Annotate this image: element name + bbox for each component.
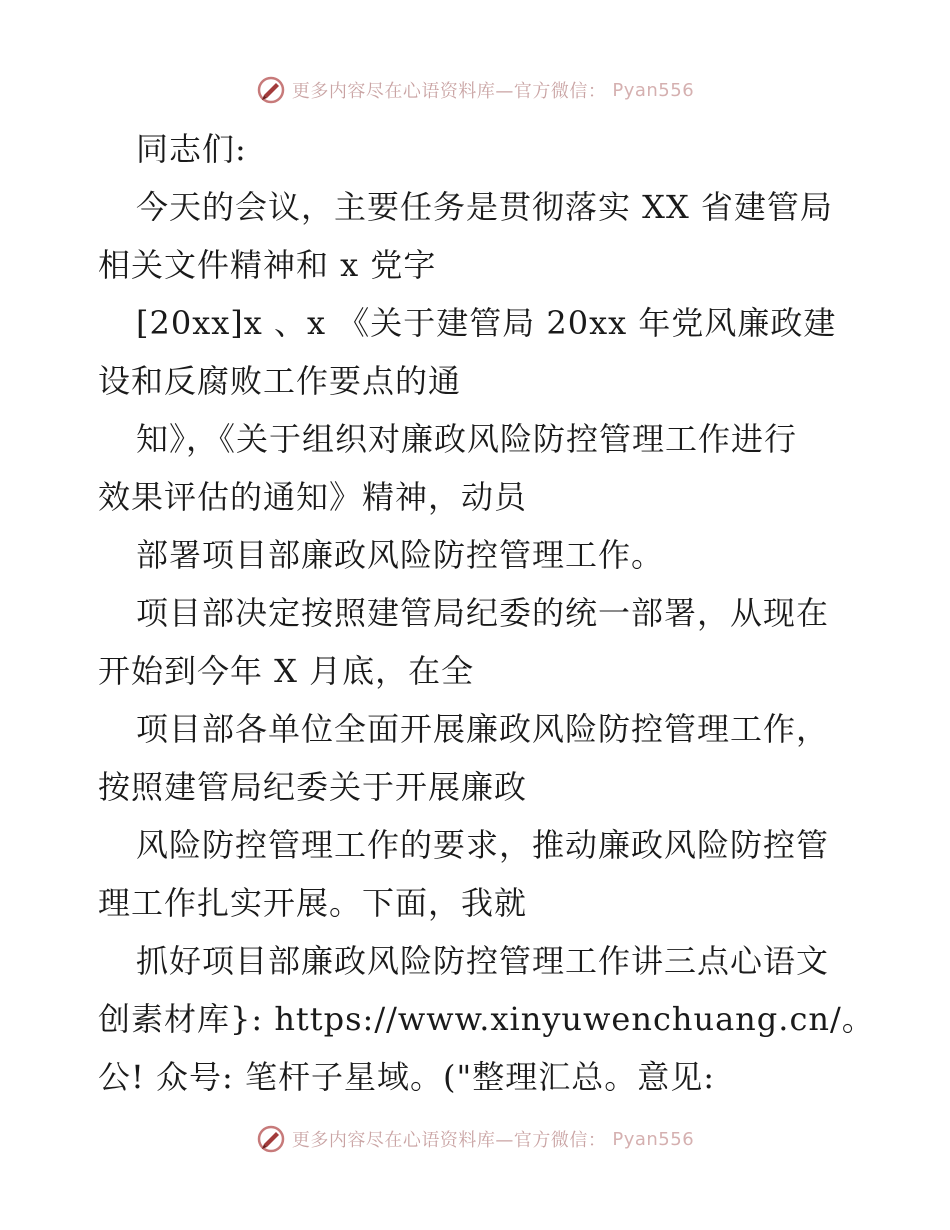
brand-logo-icon: [256, 75, 286, 105]
body-line: 抓好项目部廉政风险防控管理工作讲三点心语文: [136, 942, 830, 980]
body-line: 相关文件精神和 x 党字: [98, 246, 437, 284]
body-line: 部署项目部廉政风险防控管理工作。: [136, 536, 665, 574]
body-line: 风险防控管理工作的要求，推动廉政风险防控管: [136, 826, 830, 864]
body-line: 项目部决定按照建管局纪委的统一部署，从现在: [136, 594, 830, 632]
footer-wechat-id: Pyan556: [612, 1128, 695, 1150]
footer-banner-text: 更多内容尽在心语资料库—官方微信：: [291, 1130, 607, 1151]
body-line: 公! 众号: 笔杆子星域。("整理汇总。意见:: [98, 1058, 715, 1096]
body-line: 开始到今年 X 月底，在全: [98, 652, 475, 690]
body-line: 知》，《关于组织对廉政风险防控管理工作进行: [136, 420, 798, 458]
body-line: 效果评估的通知》精神，动员: [98, 478, 528, 516]
body-line: 创素材库}: https://www.xinyuwenchuang.cn/。: [98, 1000, 875, 1038]
document-body: [98, 120, 875, 1106]
body-line: 今天的会议，主要任务是贯彻落实 XX 省建管局: [136, 188, 833, 226]
header-wechat-id: Pyan556: [612, 79, 695, 101]
body-line: 项目部各单位全面开展廉政风险防控管理工作，: [136, 710, 830, 748]
body-line: 设和反腐败工作要点的通: [98, 362, 462, 400]
header-watermark-banner: [0, 70, 950, 110]
body-line: 同志们:: [136, 130, 247, 168]
body-line: 按照建管局纪委关于开展廉政: [98, 768, 528, 806]
body-line: 理工作扎实开展。下面，我就: [98, 884, 528, 922]
header-banner-text: 更多内容尽在心语资料库—官方微信：: [291, 81, 607, 102]
brand-logo-icon: [256, 1124, 286, 1154]
footer-watermark-banner: [0, 1119, 950, 1159]
body-line: [20xx]x 、x 《关于建管局 20xx 年党风廉政建: [136, 304, 837, 342]
